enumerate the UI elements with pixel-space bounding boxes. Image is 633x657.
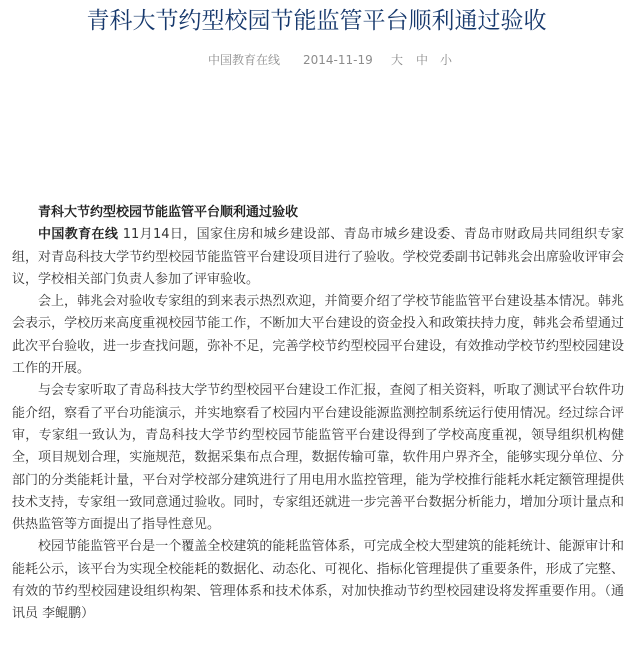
article-paragraph: 与会专家听取了青岛科技大学节约型校园平台建设工作汇报，查阅了相关资料，听取了测试平台软件功能介绍，察看了平台功能演示，并实地察看了校园内平台建设能源监测控制系统运行使用情况。经过综合评审，专家组一致认为，青岛科技大学节约型校园节能监管平台建设得到了学校高度重视，领导组织机构健全，项目规划合理，实施规范，数据采集布点合理，数据传输可靠，软件用户界齐全，能够实现分单位、分部门的分类能耗计量，平台对学校部分建筑进行了用电用水监控管理，能为学校推行能耗水耗定额管理提供技术支持，专家组一致同意通过验收。同时，专家组还就进一步完善平台数据分析能力，增加分项计量点和供热监管等方面提出了指导性意见。	[12, 383, 624, 533]
article-lead-source: 中国教育在线	[38, 227, 119, 243]
article-paragraph	[12, 224, 624, 291]
article-source: 中国教育在线	[208, 53, 281, 67]
font-size-medium-link[interactable]: 中	[416, 53, 429, 67]
page-title: 青科大节约型校园节能监管平台顺利通过验收	[86, 8, 547, 34]
font-size-small-link[interactable]: 小	[440, 53, 453, 67]
article-paragraph-text: 11月14日，国家住房和城乡建设部、青岛市城乡建设委、青岛市财政局共同组织专家组，对青岛科技大学节约型校园节能监管平台建设项目进行了验收。学校党委副书记韩兆会出席验收评审会议，学校相关部门负责人参加了评审验收。	[12, 227, 624, 287]
font-size-large-link[interactable]: 大	[391, 53, 404, 67]
article-paragraph: 校园节能监管平台是一个覆盖全校建筑的能耗监管体系，可完成全校大型建筑的能耗统计、能源审计和能耗公示，该平台为实现全校能耗的数据化、动态化、可视化、指标化管理提供了重要条件，形成了完整、有效的节约型校园建设组织构架、管理体系和技术体系，对加快推动节约型校园建设将发挥重要作用。（通讯员 李鲲鹏）	[12, 539, 624, 622]
article-body	[12, 202, 624, 626]
article-paragraph: 会上，韩兆会对验收专家组的到来表示热烈欢迎，并简要介绍了学校节能监管平台建设基本情况。韩兆会表示，学校历来高度重视校园节能工作，不断加大平台建设的资金投入和政策扶持力度，韩兆会希望通过此次平台验收，进一步查找问题，弥补不足，完善学校节约型校园平台建设，有效推动学校节约型校园建设工作的开展。	[12, 294, 624, 377]
article-date: 2014-11-19	[303, 53, 373, 67]
article-headline: 青科大节约型校园节能监管平台顺利通过验收	[38, 205, 299, 220]
